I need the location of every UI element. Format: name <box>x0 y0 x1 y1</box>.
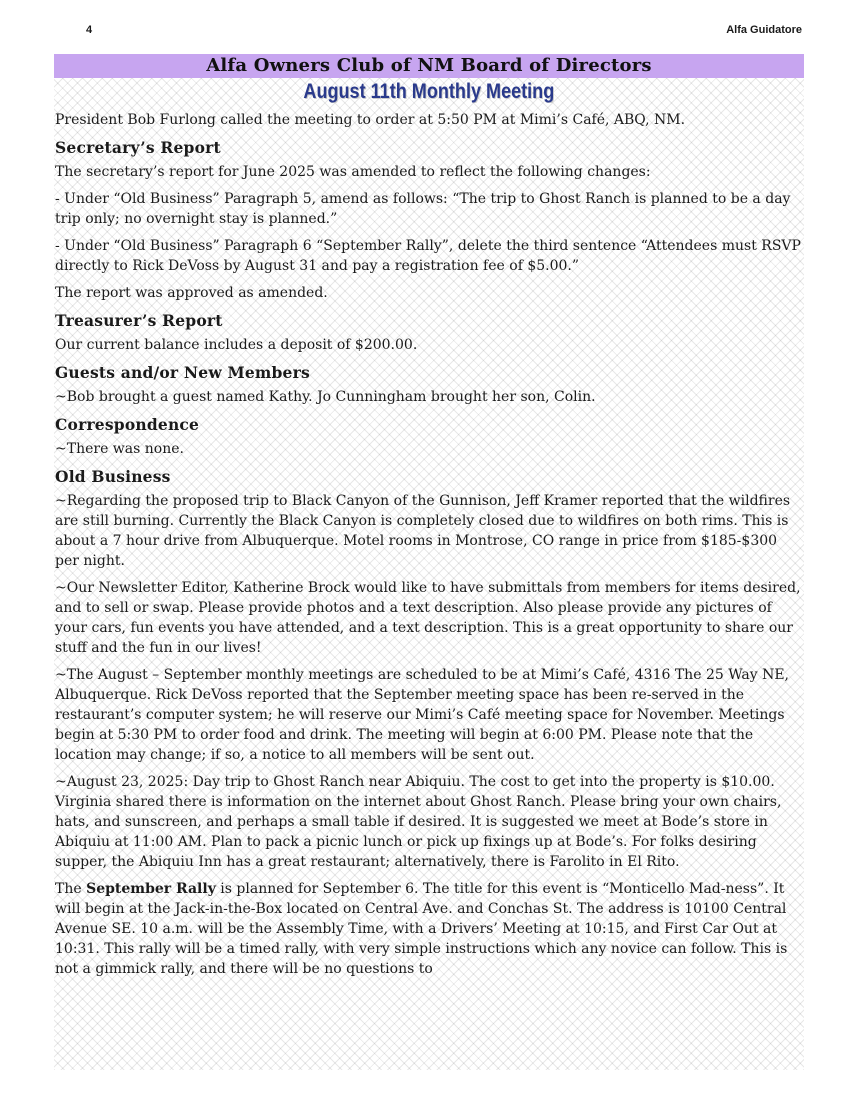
correspondence-heading: Correspondence <box>55 415 200 434</box>
treasurer-heading: Treasurer’s Report <box>55 311 223 330</box>
rally-title: September Rally <box>86 881 216 897</box>
treasurer-paragraph: Our current balance includes a deposit of $200.00. <box>55 337 418 353</box>
secretary-paragraph-3: - Under “Old Business” Paragraph 6 “September Rally”, delete the third sentence “Attendees must RSVP directly to Rick DeVoss by August 31 and pay a registration fee of $5.00.” <box>55 238 801 274</box>
old-business-heading: Old Business <box>55 467 171 486</box>
correspondence-paragraph: ~There was none. <box>55 441 184 457</box>
rally-prefix: The <box>55 881 87 897</box>
secretary-paragraph-2: - Under “Old Business” Paragraph 5, amend as follows: “The trip to Ghost Ranch is planned to be a day trip only; no overnight stay is planned.” <box>55 191 791 227</box>
old-business-paragraph-1: ~Regarding the proposed trip to Black Canyon of the Gunnison, Jeff Kramer reported that the wildfires are still burning. Currently the Black Canyon is completely closed due to wildfires on both rims. This is about a 7 hour drive from Albuquerque. Motel rooms in Montrose, CO range in price from $185-$300 per night. <box>55 493 791 569</box>
secretary-paragraph-1: The secretary’s report for June 2025 was amended to reflect the following changes: <box>55 164 651 180</box>
old-business-paragraph-4: ~August 23, 2025: Day trip to Ghost Ranch near Abiquiu. The cost to get into the property is $10.00. Virginia shared there is information on the internet about Ghost Ranch. Please bring your own chairs, hats, and sunscreen, and perhaps a small table if desired. It is suggested we meet at Bode’s store in Abiquiu at 11:00 AM. Plan to pack a picnic lunch or pick up fixings up at Bode’s. For folks desiring supper, the Abiquiu Inn has a great restaurant; alternatively, there is Farolito in El Rito. <box>55 774 782 870</box>
page-number: 4 <box>86 24 93 36</box>
intro-paragraph: President Bob Furlong called the meeting to order at 5:50 PM at Mimi’s Café, ABQ, NM. <box>55 112 686 128</box>
guests-paragraph: ~Bob brought a guest named Kathy. Jo Cunningham brought her son, Colin. <box>55 389 596 405</box>
secretary-heading: Secretary’s Report <box>55 138 221 157</box>
old-business-paragraph-3: ~The August – September monthly meetings are scheduled to be at Mimi’s Café, 4316 The 25 Way NE, Albuquerque. Rick DeVoss reported that the September meeting space has been re-served in the restaurant’s computer system; he will reserve our Mimi’s Café meeting space for November. Meetings begin at 5:30 PM to order food and drink. The meeting will begin at 6:00 PM. Please note that the location may change; if so, a notice to all members will be sent out. <box>55 667 790 763</box>
secretary-paragraph-4: The report was approved as amended. <box>55 285 328 301</box>
article-body <box>54 110 804 979</box>
rally-text: is planned for September 6. The title for this event is “Monticello Mad-ness”. It will begin at the Jack-in-the-Box located on Central Ave. and Conchas St. The address is 10100 Central Avenue SE. 10 a.m. will be the Assembly Time, with a Drivers’ Meeting at 10:15, and First Car Out at 10:31. This rally will be a timed rally, with very simple instructions which any novice can follow. This is not a gimmick rally, and there will be no questions to <box>55 881 788 977</box>
running-head: Alfa Guidatore <box>726 24 802 36</box>
meeting-subtitle <box>54 80 804 104</box>
guests-heading: Guests and/or New Members <box>55 363 310 382</box>
banner-title: Alfa Owners Club of NM Board of Directors <box>54 54 804 78</box>
meeting-subtitle-text: August 11th Monthly Meeting <box>303 80 555 103</box>
article-content <box>54 54 804 1070</box>
rally-paragraph <box>55 879 803 979</box>
old-business-paragraph-2: ~Our Newsletter Editor, Katherine Brock would like to have submittals from members for items desired, and to sell or swap. Please provide photos and a text description. Also please provide any pictures of your cars, fun events you have attended, and a text description. This is a great opportunity to share our stuff and the fun in our lives! <box>55 580 801 656</box>
